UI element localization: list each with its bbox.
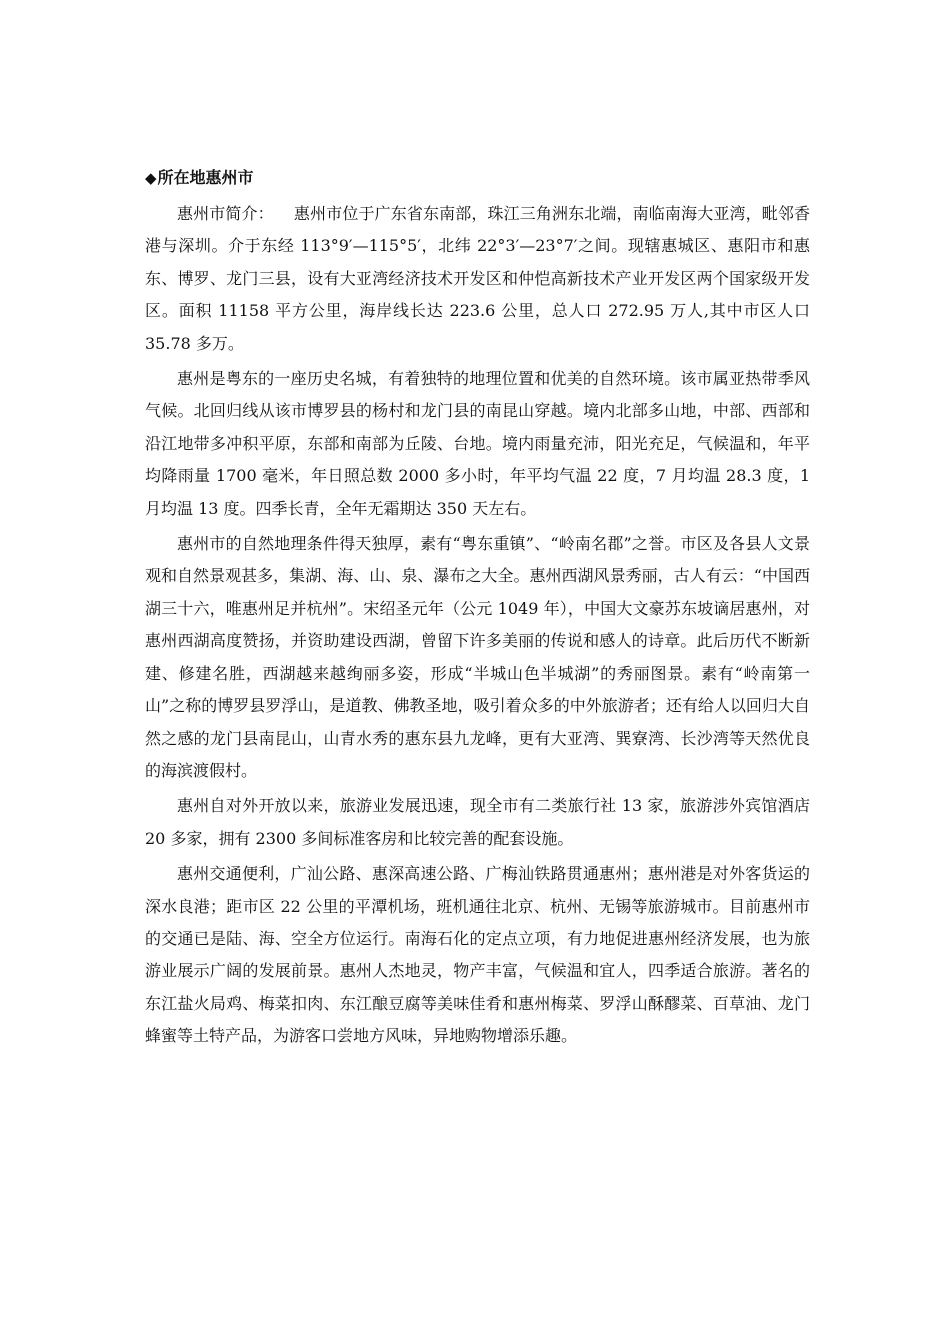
paragraph-climate [145, 363, 810, 525]
diamond-bullet-icon: ◆ [145, 169, 157, 187]
paragraph-text: 惠州交通便利，广汕公路、惠深高速公路、广梅汕铁路贯通惠州；惠州港是对外客货运的深水良港；距市区 22 公里的平潭机场，班机通往北京、杭州、无锡等旅游城市。目前惠州市的交通已是陆、海、空全方位运行。南海石化的定点立项，有力地促进惠州经济发展，也为旅游业展示广阔的发展前景。惠州人杰地灵，物产丰富，气候温和宜人，四季适合旅游。著名的东江盐火局鸡、梅菜扣肉、东江酿豆腐等美味佳肴和惠州梅菜、罗浮山酥醪菜、百草油、龙门蜂蜜等土特产品，为游客口尝地方风味，异地购物增添乐趣。 [145, 864, 810, 1046]
paragraph-text: 惠州自对外开放以来，旅游业发展迅速，现全市有二类旅行社 13 家，旅游涉外宾馆酒店 20 多家，拥有 2300 多间标准客房和比较完善的配套设施。 [145, 796, 810, 848]
paragraph-text: 惠州是粤东的一座历史名城，有着独特的地理位置和优美的自然环境。该市属亚热带季风气候。北回归线从该市博罗县的杨村和龙门县的南昆山穿越。境内北部多山地，中部、西部和沿江地带多冲积平原，东部和南部为丘陵、台地。境内雨量充沛，阳光充足，气候温和，年平均降雨量 1700 毫米，年日照总数 2000 多小时，年平均气温 22 度，7 月均温 28.3 度，1 月均温 13 度。四季长青，全年无霜期达 350 天左右。 [145, 369, 810, 518]
paragraph-scenery [145, 528, 810, 787]
document-body [145, 162, 810, 1056]
paragraph-transport [145, 858, 810, 1052]
paragraph-lead: 惠州市简介： [177, 204, 274, 223]
paragraph-text: 惠州市的自然地理条件得天独厚，素有“粤东重镇”、“岭南名郡”之誉。市区及各县人文景观和自然景观甚多，集湖、海、山、泉、瀑布之大全。惠州西湖风景秀丽，古人有云：“中国西湖三十六，唯惠州足并杭州”。宋绍圣元年（公元 1049 年），中国大文豪苏东坡谪居惠州，对惠州西湖高度赞扬，并资助建设西湖，曾留下许多美丽的传说和感人的诗章。此后历代不断新建、修建名胜，西湖越来越绚丽多姿，形成“半城山色半城湖”的秀丽图景。素有“岭南第一山”之称的博罗县罗浮山，是道教、佛教圣地，吸引着众多的中外旅游者；还有给人以回归大自然之感的龙门县南昆山，山青水秀的惠东县九龙峰，更有大亚湾、巽寮湾、长沙湾等天然优良的海滨渡假村。 [145, 534, 810, 780]
section-heading-text: 所在地惠州市 [157, 168, 254, 187]
paragraph-tourism [145, 790, 810, 855]
section-heading [145, 162, 810, 194]
paragraph-intro [145, 198, 810, 360]
paragraph-text: 惠州市位于广东省东南部，珠江三角洲东北端，南临南海大亚湾，毗邻香港与深圳。介于东经 113°9′—115°5′，北纬 22°3′—23°7′之间。现辖惠城区、惠阳市和惠东、博罗、龙门三县，设有大亚湾经济技术开发区和仲恺高新技术产业开发区两个国家级开发区。面积 11158 平方公里，海岸线长达 223.6 公里，总人口 272.95 万人,其中市区人口 35.78 多万。 [145, 204, 810, 353]
